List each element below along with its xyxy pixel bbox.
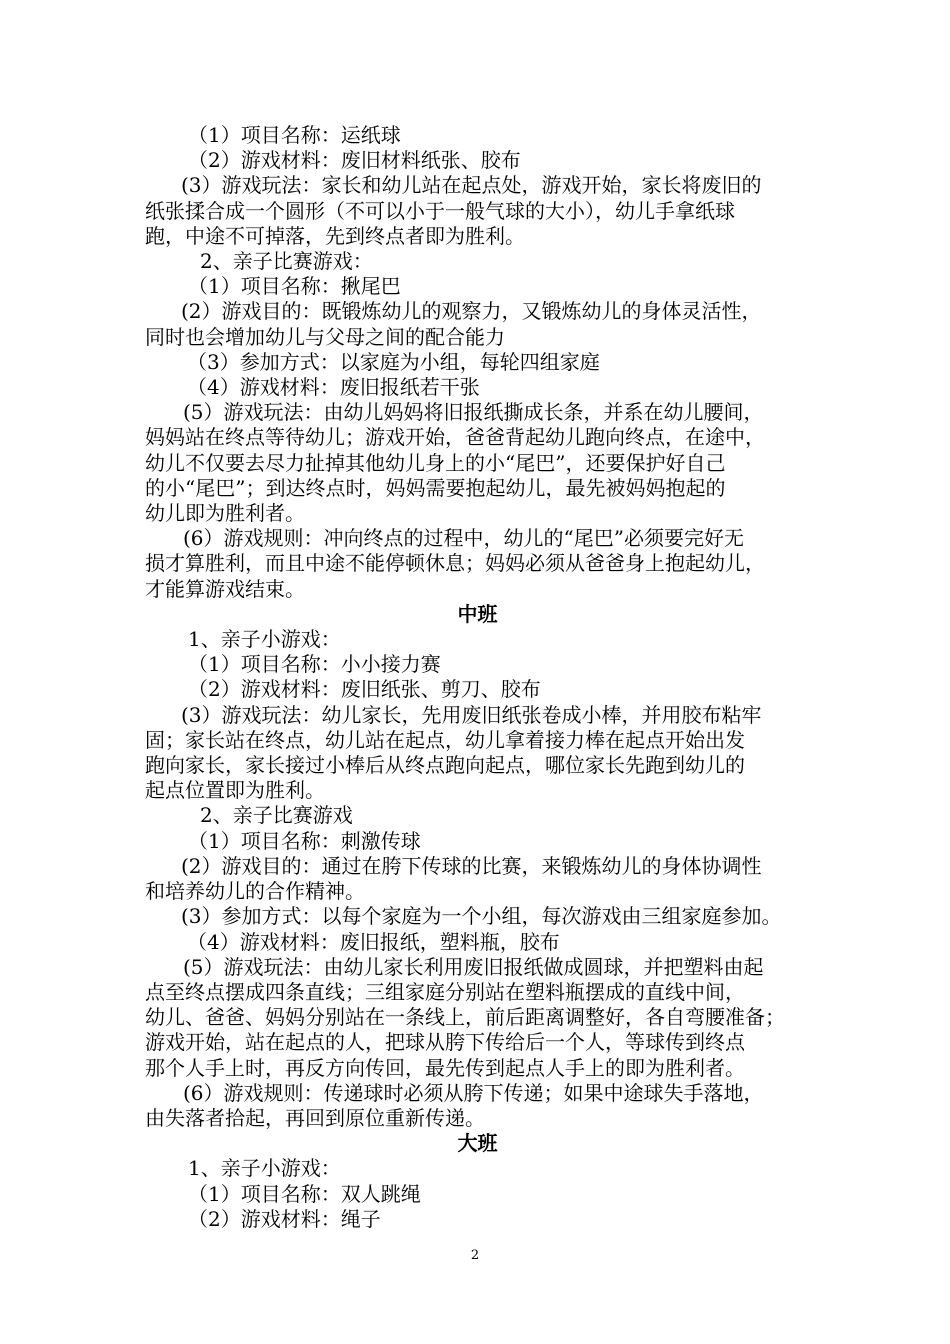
paragraph-line: (5）游戏玩法：由幼儿家长利用废旧报纸做成圆球，并把塑料由起: [183, 954, 764, 979]
paragraph-line: 损才算胜利，而且中途不能停顿休息；妈妈必须从爸爸身上抱起幼儿，: [145, 551, 765, 576]
paragraph-line: 幼儿即为胜利者。: [145, 501, 305, 526]
paragraph-line: 跑向家长，家长接过小棒后从终点跑向起点，哪位家长先跑到幼儿的: [145, 753, 745, 778]
paragraph-line: (2）游戏目的：通过在胯下传球的比赛，来锻炼幼儿的身体协调性: [181, 853, 762, 878]
paragraph-line: 固；家长站在终点，幼儿站在起点，幼儿拿着接力棒在起点开始出发: [145, 727, 745, 752]
paragraph-line: 同时也会增加幼儿与父母之间的配合能力: [145, 324, 505, 349]
paragraph-line: (2）游戏目的：既锻炼幼儿的观察力，又锻炼幼儿的身体灵活性，: [181, 299, 762, 324]
paragraph-line: （2）游戏材料：绳子: [188, 1206, 381, 1231]
page-number: 2: [470, 1248, 480, 1263]
paragraph-line: (3）游戏玩法：家长和幼儿站在起点处，游戏开始，家长将废旧的: [181, 173, 762, 198]
paragraph-line: （4）游戏材料：废旧报纸若干张: [187, 375, 480, 400]
paragraph-line: （3）参加方式：以家庭为小组，每轮四组家庭: [187, 349, 600, 374]
paragraph-line: 那个人手上时，再反方向传回，最先传到起点人手上的即为胜利者。: [145, 1055, 745, 1080]
paragraph-line: 点至终点摆成四条直线；三组家庭分别站在塑料瓶摆成的直线中间，: [145, 979, 745, 1004]
paragraph-line: （1）项目名称：小小接力赛: [188, 652, 441, 677]
paragraph-line: （2）游戏材料：废旧纸张、剪刀、胶布: [188, 677, 541, 702]
paragraph-line: （2）游戏材料：废旧材料纸张、胶布: [188, 148, 521, 173]
paragraph-line: （4）游戏材料：废旧报纸，塑料瓶，胶布: [187, 929, 560, 954]
list-heading: 1、亲子小游戏：: [188, 627, 341, 652]
paragraph-line: 幼儿不仅要去尽力扯掉其他幼儿身上的小“尾巴”，还要保护好自己: [145, 450, 726, 475]
paragraph-line: 和培养幼儿的合作精神。: [145, 879, 365, 904]
document-body: [145, 123, 810, 1232]
section-heading-middle-class: 中班: [457, 601, 498, 626]
paragraph-line: (6）游戏规则：传递球时必须从胯下传递；如果中途球失手落地，: [183, 1080, 764, 1105]
list-heading: 2、亲子比赛游戏: [200, 803, 353, 828]
paragraph-line: （1）项目名称：刺激传球: [188, 828, 421, 853]
list-heading: 1、亲子小游戏：: [188, 1156, 341, 1181]
paragraph-line: 起点位置即为胜利。: [145, 778, 325, 803]
paragraph-line: 才能算游戏结束。: [145, 576, 305, 601]
paragraph-line: (3）参加方式：以每个家庭为一个小组，每次游戏由三组家庭参加。: [181, 904, 782, 929]
paragraph-line: 由失落者拾起，再回到原位重新传递。: [145, 1105, 485, 1130]
paragraph-line: (6）游戏规则：冲向终点的过程中，幼儿的“尾巴”必须要完好无: [183, 526, 744, 551]
list-heading: 2、亲子比赛游戏：: [200, 249, 373, 274]
paragraph-line: 妈妈站在终点等待幼儿；游戏开始，爸爸背起幼儿跑向终点，在途中，: [145, 425, 765, 450]
paragraph-line: 游戏开始，站在起点的人，把球从胯下传给后一个人，等球传到终点: [145, 1030, 745, 1055]
paragraph-line: 纸张揉合成一个圆形（不可以小于一般气球的大小），幼儿手拿纸球: [145, 198, 735, 223]
paragraph-line: (3）游戏玩法：幼儿家长，先用废旧纸张卷成小棒，并用胶布粘牢: [181, 702, 762, 727]
paragraph-line: (5）游戏玩法：由幼儿妈妈将旧报纸撕成长条，并系在幼儿腰间，: [183, 400, 764, 425]
section-heading-senior-class: 大班: [457, 1131, 498, 1156]
paragraph-line: （1）项目名称：揪尾巴: [188, 274, 401, 299]
paragraph-line: 幼儿、爸爸、妈妈分别站在一条线上，前后距离调整好，各自弯腰准备；: [145, 1005, 785, 1030]
paragraph-line: 的小“尾巴”；到达终点时，妈妈需要抱起幼儿，最先被妈妈抱起的: [145, 475, 726, 500]
paragraph-line: （1）项目名称：运纸球: [188, 123, 401, 147]
paragraph-line: 跑，中途不可掉落，先到终点者即为胜利。: [145, 223, 525, 248]
paragraph-line: （1）项目名称：双人跳绳: [188, 1181, 421, 1206]
